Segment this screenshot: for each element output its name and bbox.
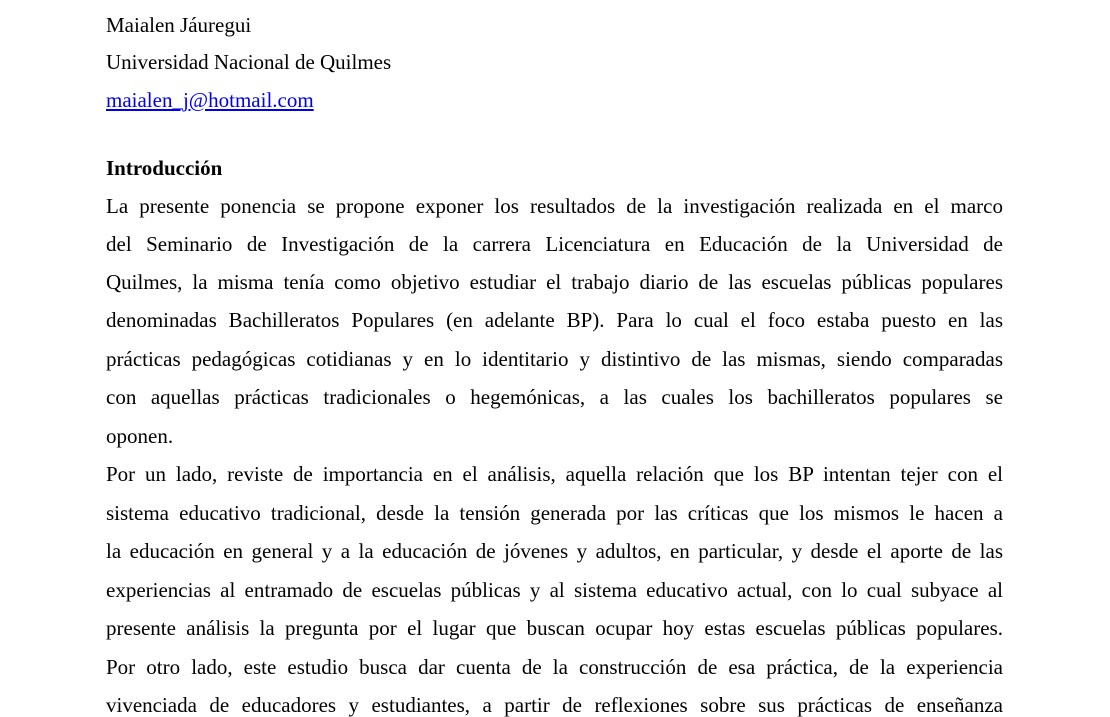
paragraph-line: con aquellas prácticas tradicionales o hegemónicas, a las cuales los bachilleratos populares se xyxy=(106,385,1003,409)
paragraph-line: denominadas Bachilleratos Populares (en adelante BP). Para lo cual el foco estaba puesto en las xyxy=(106,308,1003,332)
paragraph-line: experiencias al entramado de escuelas públicas y al sistema educativo actual, con lo cual subyace al xyxy=(106,578,1003,602)
section-heading: Introducción xyxy=(106,156,223,180)
paragraph-line: Quilmes, la misma tenía como objetivo estudiar el trabajo diario de las escuelas públicas populares xyxy=(106,270,1003,294)
paragraph-line: presente análisis la pregunta por el lugar que buscan ocupar hoy estas escuelas públicas populares. xyxy=(106,616,1003,640)
paragraph-line-cut: vivenciada de educadores y estudiantes, a partir de reflexiones sobre sus prácticas de enseñanza xyxy=(106,693,1003,717)
author-email-link[interactable]: maialen_j@hotmail.com xyxy=(106,88,314,112)
paragraph-line: Por otro lado, este estudio busca dar cuenta de la construcción de esa práctica, de la experiencia xyxy=(106,655,1003,679)
paragraph-line: del Seminario de Investigación de la carrera Licenciatura en Educación de la Universidad de xyxy=(106,232,1003,256)
paragraph-line-last: oponen. xyxy=(106,424,174,448)
paragraph-line: prácticas pedagógicas cotidianas y en lo identitario y distintivo de las mismas, siendo comparadas xyxy=(106,347,1003,371)
paragraph-line: Por un lado, reviste de importancia en el análisis, aquella relación que los BP intentan tejer con el xyxy=(106,462,1003,486)
paragraph-line: la educación en general y a la educación de jóvenes y adultos, en particular, y desde el aporte de las xyxy=(106,539,1003,563)
paragraph-line: La presente ponencia se propone exponer los resultados de la investigación realizada en el marco xyxy=(106,194,1003,218)
author-affiliation: Universidad Nacional de Quilmes xyxy=(106,50,392,74)
author-name: Maialen Jáuregui xyxy=(106,13,252,37)
paragraph-line: sistema educativo tradicional, desde la tensión generada por las críticas que los mismos le hacen a xyxy=(106,501,1003,525)
